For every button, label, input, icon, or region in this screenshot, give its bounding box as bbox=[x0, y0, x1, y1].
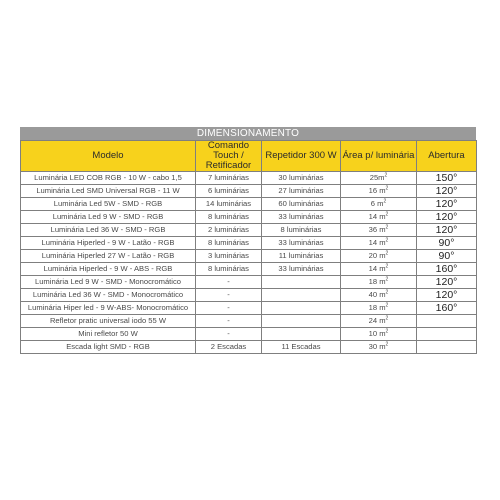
cell-area bbox=[341, 263, 417, 276]
abertura-value: 120° bbox=[435, 198, 458, 210]
abertura-value: 120° bbox=[435, 276, 458, 288]
cell-abertura bbox=[417, 211, 477, 224]
modelo-value: Mini refletor 50 W bbox=[78, 329, 138, 338]
cell-comando bbox=[196, 263, 262, 276]
area-value: 16 m bbox=[368, 186, 386, 195]
area-value: 18 m bbox=[368, 277, 386, 286]
comando-value: 3 luminárias bbox=[208, 251, 249, 260]
cell-modelo bbox=[21, 302, 196, 315]
area-value: 14 m bbox=[368, 212, 386, 221]
cell-abertura bbox=[417, 315, 477, 328]
header-abertura: Abertura bbox=[417, 141, 477, 172]
cell-modelo bbox=[21, 185, 196, 198]
dimensioning-table bbox=[20, 140, 477, 354]
area-unit-superscript: 2 bbox=[385, 315, 389, 322]
header-comando: Comando Touch / Retificador bbox=[196, 141, 262, 172]
cell-modelo bbox=[21, 250, 196, 263]
cell-area bbox=[341, 185, 417, 198]
area-unit-superscript: 2 bbox=[385, 250, 389, 257]
cell-comando bbox=[196, 185, 262, 198]
cell-comando bbox=[196, 289, 262, 302]
cell-area bbox=[341, 276, 417, 289]
cell-repetidor bbox=[262, 211, 341, 224]
repetidor-value: 33 luminárias bbox=[278, 238, 324, 247]
comando-value: - bbox=[227, 290, 230, 299]
cell-repetidor bbox=[262, 289, 341, 302]
cell-repetidor bbox=[262, 198, 341, 211]
cell-modelo bbox=[21, 341, 196, 354]
cell-repetidor bbox=[262, 276, 341, 289]
comando-value: - bbox=[227, 277, 230, 286]
abertura-value: 120° bbox=[435, 185, 458, 197]
area-value: 36 m bbox=[368, 225, 386, 234]
cell-area bbox=[341, 302, 417, 315]
cell-repetidor bbox=[262, 302, 341, 315]
area-value: 14 m bbox=[368, 264, 386, 273]
table-row bbox=[21, 302, 477, 315]
modelo-value: Luminária Hiperled 27 W - Latão - RGB bbox=[41, 251, 175, 260]
cell-repetidor bbox=[262, 237, 341, 250]
cell-comando bbox=[196, 237, 262, 250]
modelo-value: Luminária Led 9 W - SMD - Monocromático bbox=[34, 277, 182, 286]
modelo-value: Escada light SMD - RGB bbox=[66, 342, 150, 351]
cell-area bbox=[341, 250, 417, 263]
header-area: Área p/ luminária bbox=[341, 141, 417, 172]
header-modelo: Modelo bbox=[21, 141, 196, 172]
table-row bbox=[21, 328, 477, 341]
comando-value: 6 luminárias bbox=[208, 186, 249, 195]
area-value: 40 m bbox=[368, 290, 386, 299]
table-row bbox=[21, 289, 477, 302]
area-value: 20 m bbox=[368, 251, 386, 260]
cell-repetidor bbox=[262, 341, 341, 354]
cell-area bbox=[341, 172, 417, 185]
area-unit-superscript: 2 bbox=[384, 172, 388, 179]
cell-abertura bbox=[417, 250, 477, 263]
abertura-value: 160° bbox=[435, 302, 458, 314]
cell-area bbox=[341, 237, 417, 250]
cell-area bbox=[341, 315, 417, 328]
table-row bbox=[21, 198, 477, 211]
modelo-value: Luminária Hiperled - 9 W - Latão - RGB bbox=[41, 238, 175, 247]
cell-area bbox=[341, 224, 417, 237]
table-row bbox=[21, 276, 477, 289]
cell-repetidor bbox=[262, 185, 341, 198]
table-row bbox=[21, 185, 477, 198]
header-repetidor: Repetidor 300 W bbox=[262, 141, 341, 172]
area-unit-superscript: 2 bbox=[383, 198, 387, 205]
section-title: DIMENSIONAMENTO bbox=[20, 127, 476, 140]
comando-value: 7 luminárias bbox=[208, 173, 249, 182]
area-unit-superscript: 2 bbox=[385, 302, 389, 309]
cell-modelo bbox=[21, 315, 196, 328]
abertura-value: 90° bbox=[438, 237, 455, 249]
area-value: 6 m bbox=[370, 199, 384, 208]
comando-value: 8 luminárias bbox=[208, 238, 249, 247]
cell-comando bbox=[196, 250, 262, 263]
cell-modelo bbox=[21, 276, 196, 289]
area-unit-superscript: 2 bbox=[385, 276, 389, 283]
cell-abertura bbox=[417, 341, 477, 354]
cell-abertura bbox=[417, 289, 477, 302]
cell-comando bbox=[196, 341, 262, 354]
repetidor-value: 60 luminárias bbox=[278, 199, 324, 208]
cell-area bbox=[341, 328, 417, 341]
area-unit-superscript: 2 bbox=[385, 328, 389, 335]
table-row bbox=[21, 237, 477, 250]
area-value: 18 m bbox=[368, 303, 386, 312]
cell-area bbox=[341, 198, 417, 211]
comando-value: 8 luminárias bbox=[208, 264, 249, 273]
repetidor-value: 33 luminárias bbox=[278, 212, 324, 221]
cell-abertura bbox=[417, 328, 477, 341]
repetidor-value: 30 luminárias bbox=[278, 173, 324, 182]
cell-modelo bbox=[21, 289, 196, 302]
cell-repetidor bbox=[262, 315, 341, 328]
dimensioning-sheet bbox=[20, 127, 476, 354]
cell-comando bbox=[196, 224, 262, 237]
cell-abertura bbox=[417, 172, 477, 185]
area-unit-superscript: 2 bbox=[385, 341, 389, 348]
comando-value: - bbox=[227, 316, 230, 325]
abertura-value: 150° bbox=[435, 172, 458, 184]
area-unit-superscript: 2 bbox=[385, 185, 389, 192]
abertura-value: 120° bbox=[435, 224, 458, 236]
area-unit-superscript: 2 bbox=[385, 263, 389, 270]
cell-comando bbox=[196, 198, 262, 211]
cell-repetidor bbox=[262, 328, 341, 341]
abertura-value: 120° bbox=[435, 289, 458, 301]
cell-repetidor bbox=[262, 172, 341, 185]
cell-comando bbox=[196, 315, 262, 328]
cell-comando bbox=[196, 276, 262, 289]
cell-modelo bbox=[21, 211, 196, 224]
modelo-value: Luminária Hiperled - 9 W - ABS - RGB bbox=[43, 264, 173, 273]
area-value: 10 m bbox=[368, 329, 386, 338]
table-header-row bbox=[21, 141, 477, 172]
area-unit-superscript: 2 bbox=[385, 237, 389, 244]
cell-modelo bbox=[21, 237, 196, 250]
cell-repetidor bbox=[262, 263, 341, 276]
cell-comando bbox=[196, 172, 262, 185]
cell-repetidor bbox=[262, 250, 341, 263]
cell-modelo bbox=[21, 172, 196, 185]
area-value: 25m bbox=[369, 173, 385, 182]
area-value: 14 m bbox=[368, 238, 386, 247]
modelo-value: Luminária Led 5W - SMD - RGB bbox=[53, 199, 163, 208]
table-row bbox=[21, 263, 477, 276]
cell-comando bbox=[196, 328, 262, 341]
table-row bbox=[21, 315, 477, 328]
cell-abertura bbox=[417, 263, 477, 276]
area-value: 30 m bbox=[368, 342, 386, 351]
comando-value: - bbox=[227, 329, 230, 338]
repetidor-value: 27 luminárias bbox=[278, 186, 324, 195]
cell-abertura bbox=[417, 224, 477, 237]
cell-area bbox=[341, 341, 417, 354]
repetidor-value: 33 luminárias bbox=[278, 264, 324, 273]
cell-repetidor bbox=[262, 224, 341, 237]
cell-area bbox=[341, 289, 417, 302]
repetidor-value: 11 Escadas bbox=[281, 342, 321, 351]
table-row bbox=[21, 224, 477, 237]
area-value: 24 m bbox=[368, 316, 386, 325]
comando-value: - bbox=[227, 303, 230, 312]
modelo-value: Luminária Led SMD Universal RGB - 11 W bbox=[36, 186, 180, 195]
abertura-value: 120° bbox=[435, 211, 458, 223]
comando-value: 2 luminárias bbox=[208, 225, 249, 234]
table-row bbox=[21, 341, 477, 354]
modelo-value: Luminária LED COB RGB - 10 W - cabo 1,5 bbox=[34, 173, 182, 182]
comando-value: 8 luminárias bbox=[208, 212, 249, 221]
modelo-value: Luminária Led 36 W - SMD - Monocromático bbox=[32, 290, 184, 299]
area-unit-superscript: 2 bbox=[385, 289, 389, 296]
cell-abertura bbox=[417, 302, 477, 315]
modelo-value: Luminária Led 36 W - SMD - RGB bbox=[50, 225, 166, 234]
table-row bbox=[21, 211, 477, 224]
cell-modelo bbox=[21, 198, 196, 211]
comando-value: 14 luminárias bbox=[205, 199, 252, 208]
repetidor-value: 11 luminárias bbox=[278, 251, 324, 260]
cell-area bbox=[341, 211, 417, 224]
cell-abertura bbox=[417, 185, 477, 198]
abertura-value: 90° bbox=[438, 250, 455, 262]
comando-value: 2 Escadas bbox=[210, 342, 247, 351]
cell-abertura bbox=[417, 237, 477, 250]
cell-modelo bbox=[21, 263, 196, 276]
area-unit-superscript: 2 bbox=[385, 211, 389, 218]
repetidor-value: 8 luminárias bbox=[280, 225, 322, 234]
area-unit-superscript: 2 bbox=[385, 224, 389, 231]
cell-abertura bbox=[417, 198, 477, 211]
cell-comando bbox=[196, 302, 262, 315]
modelo-value: Luminária Hiper led - 9 W-ABS- Monocromático bbox=[27, 303, 189, 312]
table-row bbox=[21, 250, 477, 263]
cell-modelo bbox=[21, 328, 196, 341]
table-body bbox=[21, 172, 477, 354]
modelo-value: Luminária Led 9 W - SMD - RGB bbox=[52, 212, 164, 221]
cell-modelo bbox=[21, 224, 196, 237]
table-row bbox=[21, 172, 477, 185]
cell-comando bbox=[196, 211, 262, 224]
modelo-value: Refletor pratic universal iodo 55 W bbox=[49, 316, 167, 325]
cell-abertura bbox=[417, 276, 477, 289]
abertura-value: 160° bbox=[435, 263, 458, 275]
